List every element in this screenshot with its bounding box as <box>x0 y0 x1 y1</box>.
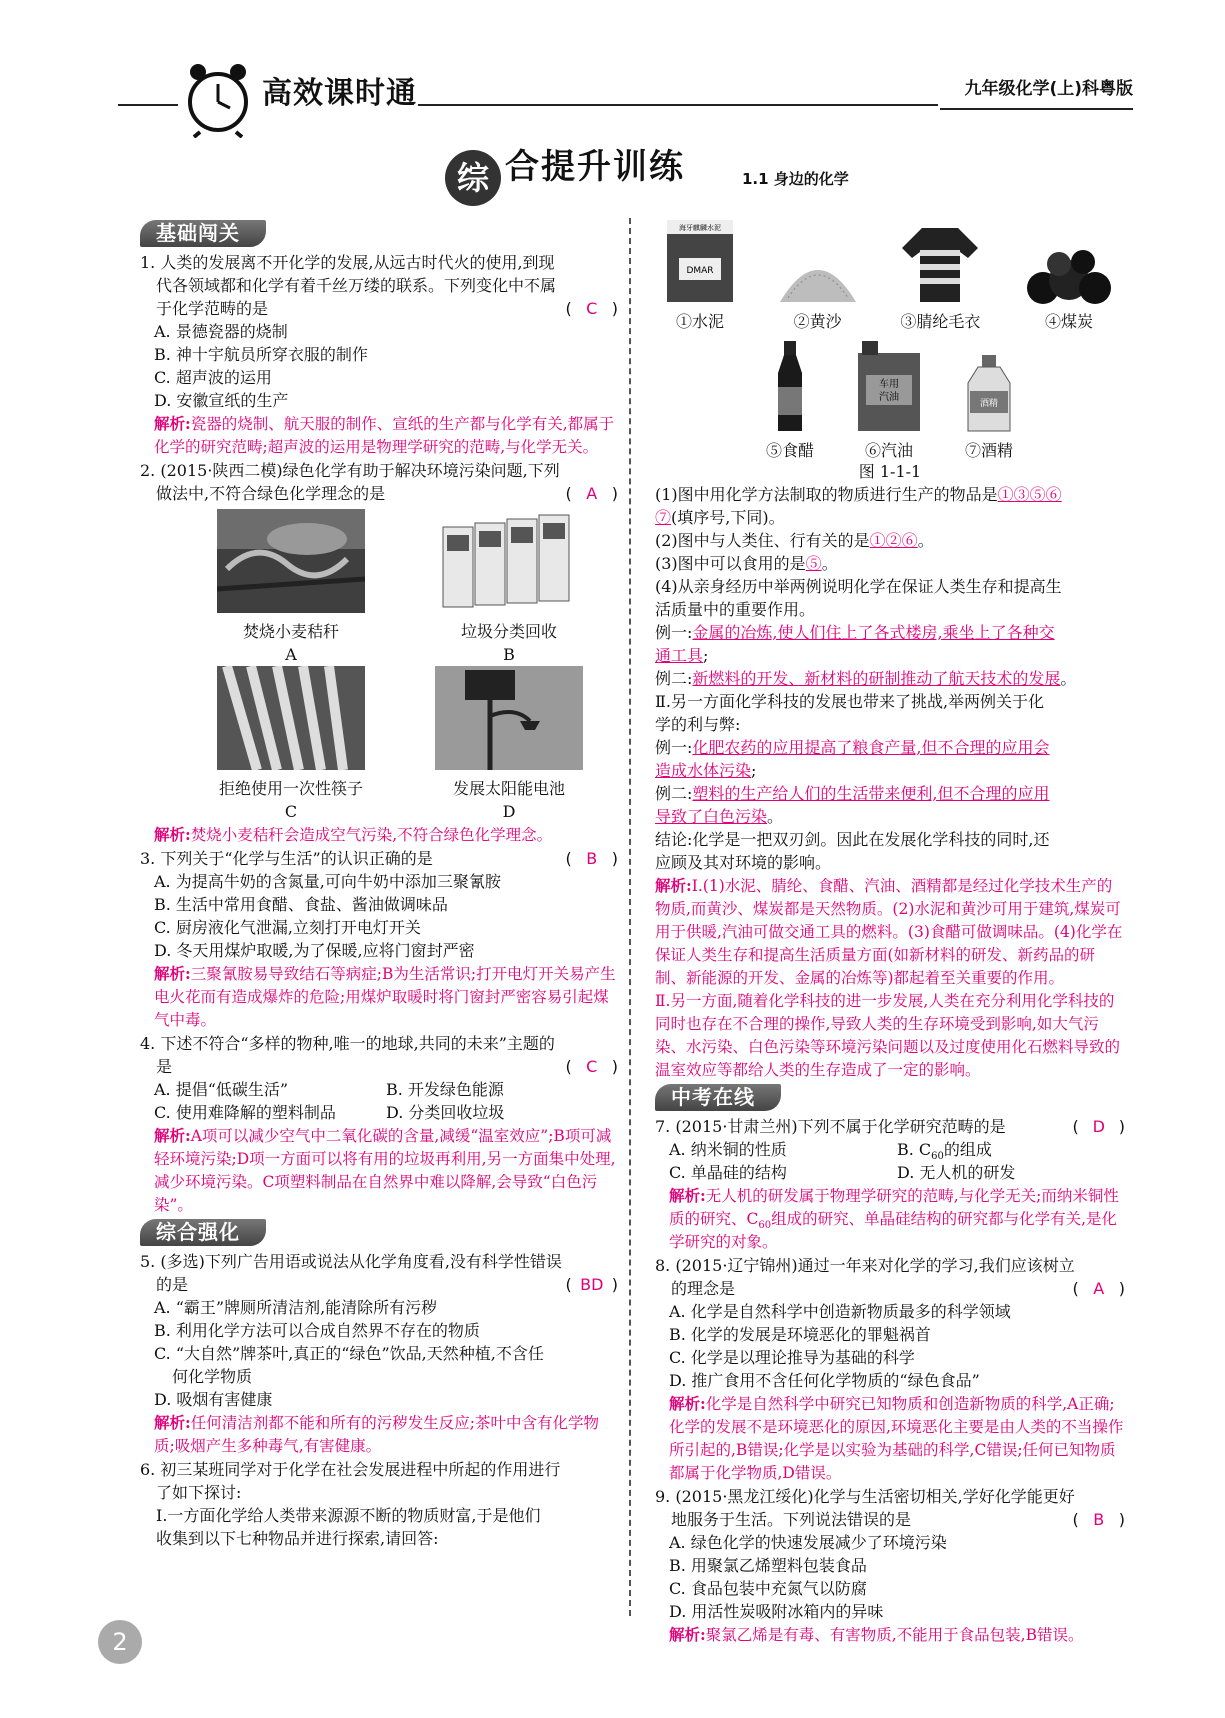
q6-item-gasoline <box>854 339 924 462</box>
q2-image-grid <box>140 505 618 823</box>
q8-option-d: D. 推广食用不含任何化学物质的“绿色食品” <box>669 1371 980 1390</box>
burning-straw-image <box>217 509 365 613</box>
q6-example1-line1: 例一:金属的冶炼,使人们住上了各式楼房,乘坐上了各种交 <box>655 623 1055 642</box>
q2-caption-b: 垃圾分类回收 <box>460 622 557 641</box>
q1-answer: ( C ) <box>565 299 618 318</box>
q6-item-cement <box>665 218 735 333</box>
q6-stem-line1: 6. 初三某班同学对于化学在社会发展进程中所起的作用进行 <box>140 1460 561 1479</box>
q7-option-c: C. 单晶硅的结构 <box>669 1163 787 1182</box>
grade-label: 九年级化学(上)科粤版 <box>964 79 1133 99</box>
q6-item-2-label: ②黄沙 <box>793 312 842 331</box>
q7-options <box>655 1138 1125 1184</box>
header-rule-under-grade <box>940 108 1133 110</box>
q6-sub4-line2: 活质量中的重要作用。 <box>655 600 816 619</box>
question-9 <box>655 1485 1125 1647</box>
q1-stem-line2: 代各领域都和化学有着千丝万缕的联系。下列变化中不属 <box>156 276 557 295</box>
q6-item-7-label: ⑦酒精 <box>964 441 1013 460</box>
q7-option-b: B. $C_{60}$的组成 <box>897 1140 992 1163</box>
gasoline-can-text-2: 汽油 <box>879 392 899 403</box>
column-divider <box>629 218 631 1616</box>
q2-caption-d: 发展太阳能电池 <box>452 779 565 798</box>
q2-letter-d: D <box>502 802 516 821</box>
question-4 <box>140 1032 618 1217</box>
q9-option-a: A. 绿色化学的快速发展减少了环境污染 <box>669 1533 947 1552</box>
cement-bag-icon <box>665 218 735 304</box>
figure-caption: 图 1-1-1 <box>858 462 922 481</box>
q4-stem-line1: 4. 下述不符合“多样的物种,唯一的地球,共同的未来”主题的 <box>140 1034 555 1053</box>
q5-option-b: B. 利用化学方法可以合成自然界不存在的物质 <box>154 1321 480 1340</box>
question-2 <box>140 459 618 847</box>
q8-answer: ( A ) <box>1072 1279 1125 1298</box>
q6-example2: 例二:新燃料的开发、新材料的研制推动了航天技术的发展。 <box>655 669 1077 688</box>
q6-part2-line1: Ⅱ.另一方面化学科技的发展也带来了挑战,举两例关于化 <box>655 692 1045 711</box>
q7-explanation: 解析:无人机的研发属于物理学研究的范畴,与化学无关;而纳米铜性质的研究、$C_{60}$组成的研究、单晶硅结构的研究都与化学有关,是化学研究的对象。 <box>669 1186 1119 1251</box>
sand-pile-icon <box>778 244 858 304</box>
question-7 <box>655 1115 1125 1254</box>
q9-stem-line1: 9. (2015·黑龙江绥化)化学与生活密切相关,学好化学能更好 <box>655 1487 1075 1506</box>
solar-lamp-image <box>435 666 583 770</box>
sweater-icon <box>900 224 980 304</box>
cement-bag-text: 海牙麒麟水泥 <box>679 224 721 232</box>
q5-option-a: A. “霸王”牌厕所清洁剂,能清除所有污秽 <box>154 1298 438 1317</box>
q3-stem-line1: 3. 下列关于“化学与生活”的认识正确的是 ( B ) <box>140 849 618 868</box>
q6-part1-line1: Ⅰ.一方面化学给人类带来源源不断的物质财富,于是他们 <box>156 1506 541 1525</box>
page-title: 合提升训练 <box>505 147 685 187</box>
q2-letter-b: B <box>503 645 515 664</box>
q5-stem-line1: 5. (多选)下列广告用语或说法从化学角度看,没有科学性错误 <box>140 1252 562 1271</box>
right-column <box>655 218 1125 1647</box>
q8-stem-line2: 的理念是 ( A ) <box>671 1279 1125 1298</box>
cement-bag-brand: DMAR <box>686 266 714 276</box>
q6-item-4-label: ④煤炭 <box>1044 312 1093 331</box>
q6-item-sweater <box>900 224 980 333</box>
q2-image-a <box>182 509 400 666</box>
q6-item-vinegar <box>766 339 814 462</box>
q5-option-c: C. “大自然”牌茶叶,真正的“绿色”饮品,天然种植,不含任 <box>154 1344 544 1363</box>
q4-option-c: C. 使用难降解的塑料制品 <box>154 1103 336 1122</box>
q6-explanation-2: Ⅱ.另一方面,随着化学科技的进一步发展,人类在充分利用化学科技的同时也存在不合理的操作,导致人类的生存环境受到影响,如大气污染、水污染、白色污染等环境污染问题以及过度使用化石燃料导致的温室效应等都给人类的生存造成了一定的影响。 <box>655 992 1121 1079</box>
q3-option-a: A. 为提高牛奶的含氮量,可向牛奶中添加三聚氰胺 <box>154 872 501 891</box>
q1-option-a: A. 景德瓷器的烧制 <box>154 322 288 341</box>
q2-letter-c: C <box>284 802 298 821</box>
q9-option-c: C. 食品包装中充氮气以防腐 <box>669 1579 867 1598</box>
q1-stem-line1: 1. 人类的发展离不开化学的发展,从远古时代火的使用,到现 <box>140 253 555 272</box>
section-number-title: 1.1 身边的化学 <box>742 170 849 188</box>
q3-option-b: B. 生活中常用食醋、食盐、酱油做调味品 <box>154 895 448 914</box>
q6-example1-line2: 通工具; <box>655 646 709 665</box>
q4-option-a: A. 提倡“低碳生活” <box>154 1080 289 1099</box>
q2-letter-a: A <box>285 645 297 664</box>
q6-example4-line1: 例二:塑料的生产给人们的生活带来便利,但不合理的应用 <box>655 784 1050 803</box>
q9-explanation: 解析:聚氯乙烯是有毒、有害物质,不能用于食品包装,B错误。 <box>669 1625 1084 1644</box>
q2-image-d <box>400 666 618 823</box>
alcohol-bottle-icon <box>964 353 1014 433</box>
q9-stem-line2: 地服务于生活。下列说法错误的是 ( B ) <box>671 1510 1125 1529</box>
q6-sub1-line2: ⑦(填序号,下同)。 <box>655 508 785 527</box>
question-3 <box>140 847 618 1032</box>
q8-option-b: B. 化学的发展是环境恶化的罪魁祸首 <box>669 1325 931 1344</box>
q1-option-b: B. 神十宇航员所穿衣服的制作 <box>154 345 368 364</box>
q2-explanation: 解析:焚烧小麦秸秆会造成空气污染,不符合绿色化学理念。 <box>154 825 553 844</box>
q4-explanation: 解析:A项可以减少空气中二氧化碳的含量,减缓“温室效应”;B项可减轻环境污染;D项一方面可以将有用的垃圾再利用,另一方面集中处理,减少环境污染。C项塑料制品在自然界中难以降解,会导致“白色污染”。 <box>154 1126 616 1214</box>
gasoline-can-icon <box>854 339 924 433</box>
section-exam: 中考在线 <box>655 1084 781 1111</box>
q5-explanation: 解析:任何清洁剂都不能和所有的污秽发生反应;茶叶中含有化学物质;吸烟产生多种毒气,有害健康。 <box>154 1413 599 1455</box>
q4-stem-line2: 是 ( C ) <box>156 1057 618 1076</box>
q2-answer: ( A ) <box>565 484 618 503</box>
q6-item-3-label: ③腈纶毛衣 <box>900 312 981 331</box>
q2-image-b <box>400 509 618 666</box>
q4-option-b: B. 开发绿色能源 <box>386 1080 504 1099</box>
q7-option-a: A. 纳米铜的性质 <box>669 1140 787 1159</box>
q6-item-5-label: ⑤食醋 <box>765 441 814 460</box>
q6-example3-line1: 例一:化肥农药的应用提高了粮食产量,但不合理的应用会 <box>655 738 1050 757</box>
coal-pile-icon <box>1023 244 1115 304</box>
question-1 <box>140 251 618 459</box>
q9-answer: ( B ) <box>1072 1510 1125 1529</box>
title-circle-char: 综 <box>445 150 501 206</box>
q6-part2-line2: 学的利与弊: <box>655 715 741 734</box>
q8-stem-line1: 8. (2015·辽宁锦州)通过一年来对化学的学习,我们应该树立 <box>655 1256 1075 1275</box>
q6-example4-line2: 导致了白色污染。 <box>655 807 784 826</box>
header-rule-left <box>118 104 178 106</box>
q6-items-row2 <box>655 339 1125 462</box>
q4-options <box>140 1078 618 1124</box>
brand-name: 高效课时通 <box>262 76 417 111</box>
q6-item-1-label: ①水泥 <box>675 312 724 331</box>
q6-item-sand <box>778 244 858 333</box>
alcohol-bottle-text: 酒精 <box>979 399 999 409</box>
recycling-bins-image <box>435 509 583 613</box>
q2-stem-line1: 2. (2015·陕西二模)绿色化学有助于解决环境污染问题,下列 <box>140 461 560 480</box>
q9-option-d: D. 用活性炭吸附冰箱内的异味 <box>669 1602 884 1621</box>
q4-option-d: D. 分类回收垃圾 <box>386 1103 505 1122</box>
q4-answer: ( C ) <box>565 1057 618 1076</box>
q5-option-c-cont: 何化学物质 <box>172 1367 253 1386</box>
q5-stem-line2: 的是 ( BD ) <box>156 1275 618 1294</box>
q6-items-row1 <box>655 218 1125 333</box>
q3-option-c: C. 厨房液化气泄漏,立刻打开电灯开关 <box>154 918 421 937</box>
chopsticks-image <box>217 666 365 770</box>
q8-option-a: A. 化学是自然科学中创造新物质最多的科学领域 <box>669 1302 1011 1321</box>
q3-option-d: D. 冬天用煤炉取暖,为了保暖,应将门窗封严密 <box>154 941 475 960</box>
q3-answer: ( B ) <box>565 849 618 868</box>
q9-option-b: B. 用聚氯乙烯塑料包装食品 <box>669 1556 867 1575</box>
section-comprehensive: 综合强化 <box>140 1219 266 1246</box>
q1-option-d: D. 安徽宣纸的生产 <box>154 391 289 410</box>
q1-explanation: 解析:瓷器的烧制、航天服的制作、宣纸的生产都与化学有关,都属于化学的研究范畴;超声波的运用是物理学研究的范畴,与化学无关。 <box>154 414 615 456</box>
header-rule-right <box>418 104 938 106</box>
q6-conclusion-line2: 应顾及其对环境的影响。 <box>655 853 832 872</box>
question-6 <box>140 1458 618 1550</box>
gasoline-can-text-1: 车用 <box>879 379 899 390</box>
vinegar-bottle-icon <box>768 339 812 433</box>
q6-sub3: (3)图中可以食用的是⑤。 <box>655 554 838 573</box>
q6-sub2: (2)图中与人类住、行有关的是①②⑥。 <box>655 531 934 550</box>
q6-stem-line2: 了如下探讨: <box>156 1483 242 1502</box>
alarm-clock-logo-icon <box>178 58 258 138</box>
q2-stem-line2: 做法中,不符合绿色化学理念的是 ( A ) <box>156 484 618 503</box>
q7-option-d: D. 无人机的研发 <box>897 1163 1016 1182</box>
left-column <box>140 218 618 1550</box>
q7-answer: ( D ) <box>1072 1117 1125 1136</box>
q3-explanation: 解析:三聚氰胺易导致结石等病症;B为生活常识;打开电灯开关易产生电火花而有造成爆炸的危险;用煤炉取暖时将门窗封严密容易引起煤气中毒。 <box>154 964 616 1029</box>
q6-part1-line2: 收集到以下七种物品并进行探索,请回答: <box>156 1529 439 1548</box>
q6-conclusion-line1: 结论:化学是一把双刃剑。因此在发展化学科技的同时,还 <box>655 830 1050 849</box>
page-number: 2 <box>98 1620 142 1664</box>
q2-caption-c: 拒绝使用一次性筷子 <box>218 779 363 798</box>
q2-image-c <box>182 666 400 823</box>
q6-sub4-line1: (4)从亲身经历中举两例说明化学在保证人类生存和提高生 <box>655 577 1062 596</box>
q1-stem-line3: 于化学范畴的是 ( C ) <box>156 299 618 318</box>
question-5 <box>140 1250 618 1458</box>
q5-answer: ( BD ) <box>565 1275 618 1294</box>
q5-option-d: D. 吸烟有害健康 <box>154 1390 273 1409</box>
q6-item-coal <box>1023 244 1115 333</box>
q7-stem: 7. (2015·甘肃兰州)下列不属于化学研究范畴的是 ( D ) <box>655 1117 1125 1136</box>
question-8 <box>655 1254 1125 1485</box>
section-basic: 基础闯关 <box>140 220 266 247</box>
q6-explanation-1: 解析:Ⅰ.(1)水泥、腈纶、食醋、汽油、酒精都是经过化学技术生产的物质,而黄沙、煤炭都是天然物质。(2)水泥和黄沙可用于建筑,煤炭可用于供暖,汽油可做交通工具的燃料。(3)食醋可做调味品。(4)化学在保证人类生存和提高生活质量方面(如新材料的研发、新药品的研制、新能源的开发、金属的冶炼等)都起着至关重要的作用。 <box>655 876 1123 987</box>
q2-caption-a: 焚烧小麦秸秆 <box>242 622 339 641</box>
q1-option-c: C. 超声波的运用 <box>154 368 272 387</box>
q8-explanation: 解析:化学是自然科学中研究已知物质和创造新物质的科学,A正确;化学的发展不是环境恶化的原因,环境恶化主要是由人类的不当操作所引起的,B错误;化学是以实验为基础的科学,C错误;任何已知物质都属于化学物质,D错误。 <box>669 1394 1124 1482</box>
q6-sub1-line1: (1)图中用化学方法制取的物质进行生产的物品是①③⑤⑥ <box>655 485 1062 504</box>
q6-example3-line2: 造成水体污染; <box>655 761 757 780</box>
q6-item-alcohol <box>964 353 1014 462</box>
q8-option-c: C. 化学是以理论推导为基础的科学 <box>669 1348 915 1367</box>
q6-item-6-label: ⑥汽油 <box>864 441 913 460</box>
